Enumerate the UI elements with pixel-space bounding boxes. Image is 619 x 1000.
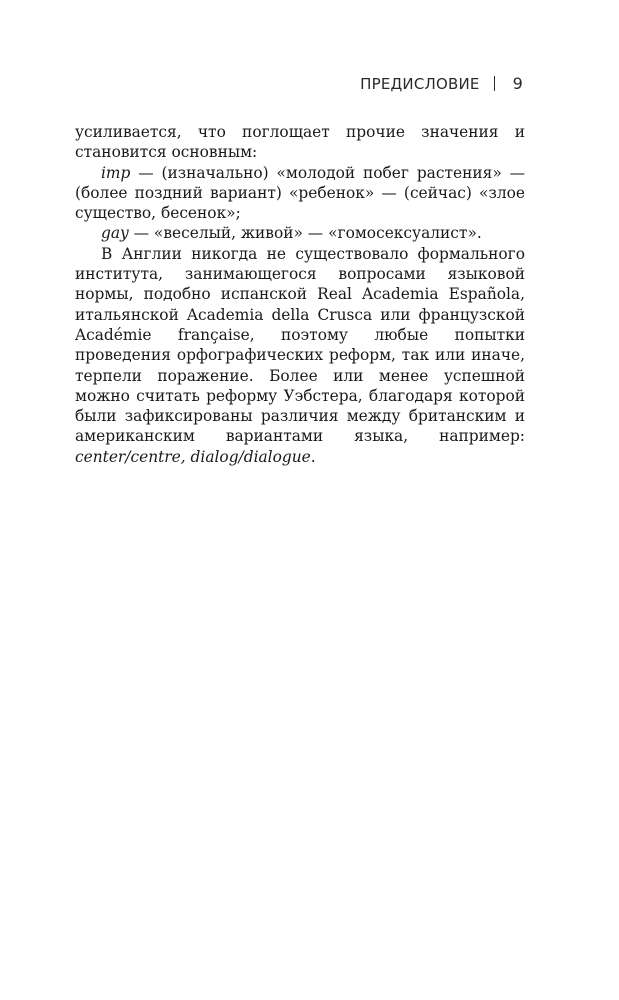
term-imp: imp: [101, 163, 131, 182]
main-text: [75, 122, 525, 467]
example-imp-text: — (изначально) «молодой побег растения» — (более поздний вариант) «ребенок» — (сейчас) «злое существо, бесенок»;: [75, 163, 525, 223]
spelling-examples: center/centre, dialog/dialogue: [75, 447, 311, 466]
term-gay: gay: [101, 224, 129, 243]
paragraph-academies: [75, 244, 525, 467]
example-gay-text: — «веселый, живой» — «гомосексуалист».: [128, 224, 482, 243]
paragraph-academies-text: В Англии никогда не существовало формального института, занимающегося вопросами языковой нормы, подобно испанской Real Academia Española, итальянской Academia della Crusca или французской Académie française, поэтому любые попытки проведения орфографических реформ, так или иначе, терпели поражение. Более или менее успешной можно считать реформу Уэбстера, благодаря которой были зафиксированы различия между британским и американским вариантами языка, например:: [75, 244, 525, 446]
section-title: ПРЕДИСЛОВИЕ: [360, 74, 480, 93]
paragraph-end-punct: .: [310, 447, 316, 466]
example-gay: [75, 223, 525, 243]
example-imp: [75, 163, 525, 224]
header-divider: [494, 76, 495, 91]
page-number: 9: [512, 74, 523, 93]
paragraph-continuation: [75, 122, 525, 163]
running-head: [360, 74, 523, 93]
paragraph-1-text: усиливается, что поглощает прочие значения и становится основным:: [75, 123, 525, 162]
